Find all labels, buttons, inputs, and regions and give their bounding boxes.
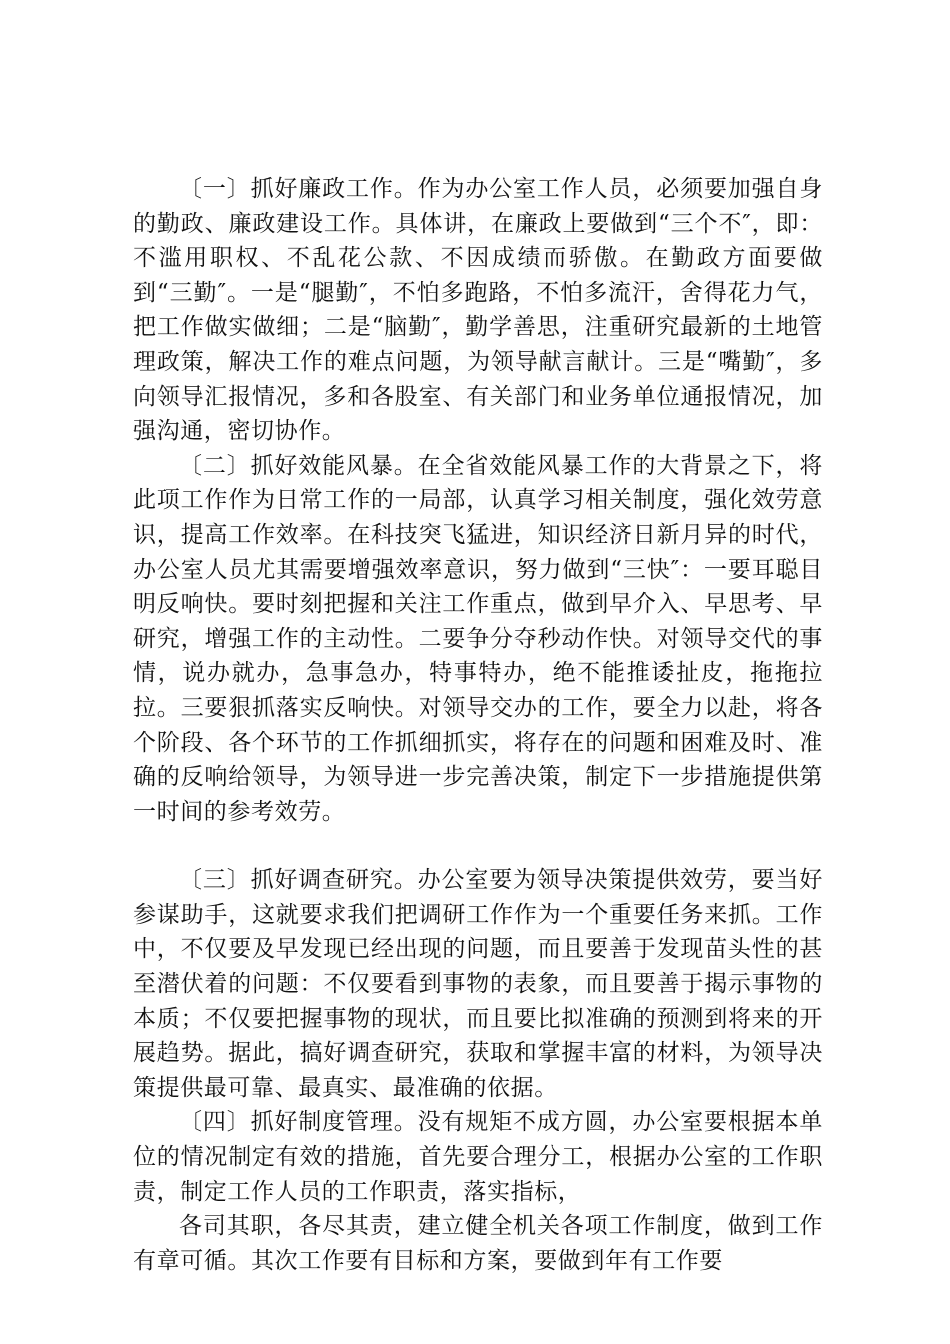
document-body <box>133 172 823 1278</box>
paragraph-integrity-work: 〔一〕抓好廉政工作。作为办公室工作人员，必须要加强自身的勤政、廉政建设工作。具体讲，在廉政上要做到“三个不″，即：不滥用职权、不乱花公款、不因成绩而骄傲。在勤政方面要做到“三勤″。一是“腿勤″，不怕多跑路，不怕多流汗，舍得花力气，把工作做实做细；二是“脑勤″，勤学善思，注重研究最新的土地管理政策，解决工作的难点问题，为领导献言献计。三是“嘴勤″，多向领导汇报情况，多和各股室、有关部门和业务单位通报情况，加强沟通，密切协作。 <box>133 176 823 445</box>
paragraph-responsibilities: 各司其职，各尽其责，建立健全机关各项工作制度，做到工作有章可循。其次工作要有目标和方案，要做到年有工作要 <box>133 1213 823 1274</box>
paragraph-research: 〔三〕抓好调查研究。办公室要为领导决策提供效劳，要当好参谋助手，这就要求我们把调研工作作为一个重要任务来抓。工作中，不仅要及早发现已经出现的问题，而且要善于发现苗头性的甚至潜伏着的问题：不仅要看到事物的表象，而且要善于揭示事物的本质；不仅要把握事物的现状，而且要比拟准确的预测到将来的开展趋势。据此，搞好调查研究，获取和掌握丰富的材料，为领导决策提供最可靠、最真实、最准确的依据。 <box>133 867 823 1101</box>
paragraph-system-management: 〔四〕抓好制度管理。没有规矩不成方圆，办公室要根据本单位的情况制定有效的措施，首先要合理分工，根据办公室的工作职责，制定工作人员的工作职责，落实指标， <box>133 1109 823 1205</box>
paragraph-efficiency-storm: 〔二〕抓好效能风暴。在全省效能风暴工作的大背景之下，将此项工作作为日常工作的一局部，认真学习相关制度，强化效劳意识，提高工作效率。在科技突飞猛进，知识经济日新月异的时代，办公室人员尤其需要增强效率意识，努力做到“三快″：一要耳聪目明反响快。要时刻把握和关注工作重点，做到早介入、早思考、早研究，增强工作的主动性。二要争分夺秒动作快。对领导交代的事情，说办就办，急事急办，特事特办，绝不能推诿扯皮，拖拖拉拉。三要狠抓落实反响快。对领导交办的工作，要全力以赴，将各个阶段、各个环节的工作抓细抓实，将存在的问题和困难及时、准确的反响给领导，为领导进一步完善决策，制定下一步措施提供第一时间的参考效劳。 <box>133 452 823 825</box>
